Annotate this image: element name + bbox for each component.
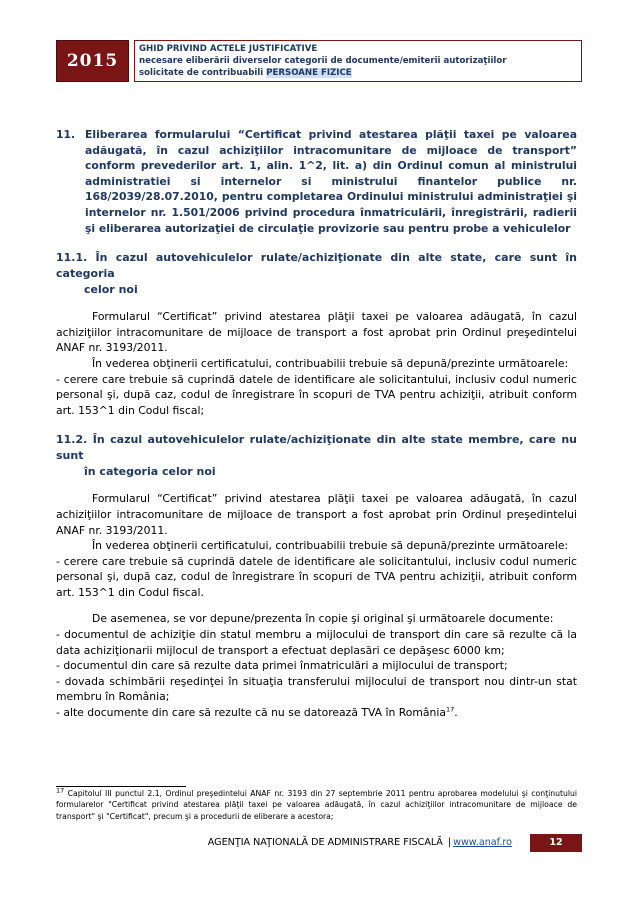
document-list-item-2: - documentul din care să rezulte data primei înmatriculări a mijlocului de transport; xyxy=(56,659,508,673)
section-11-1-title-a: 11.1. În cazul autovehiculelor rulate/achiziţionate din alte state, care sunt în categoria xyxy=(56,251,577,281)
header-title-box xyxy=(134,40,582,82)
footnote-text: Capitolul III punctul 2.1, Ordinul preşedintelui ANAF nr. 3193 din 27 septembrie 2011 pentru aprobarea modelului şi conţinutului formularelor "Certificat privind atestarea plăţii taxei pe valoarea adăugată, în cazul achiziţiilor intracomunitare de mijloace de transport" şi "Certificat", precum şi a procedurii de eliberare a acestora; xyxy=(56,789,577,821)
header-year: 2015 xyxy=(56,40,129,82)
document-list-item-4-end: . xyxy=(454,706,458,720)
document-list-item-3: - dovada schimbării reşedinţei în situaţia transferului mijlocului de transport nou dintr-un stat membru în România; xyxy=(56,674,577,704)
footer-url-link[interactable]: www.anaf.ro xyxy=(453,837,512,848)
page-footer xyxy=(56,834,582,852)
section-11-2-title-b: în categoria celor noi xyxy=(84,465,216,479)
footnote-divider xyxy=(56,786,186,787)
page-header xyxy=(56,40,582,82)
footnote-17 xyxy=(56,788,577,822)
document-list-item-4 xyxy=(56,705,577,721)
section-11-2-heading xyxy=(56,432,577,480)
section-11-number: 11. xyxy=(56,128,76,141)
footer-separator: | xyxy=(447,837,452,848)
footnote-reference-17[interactable]: 17 xyxy=(445,705,455,714)
footer-text xyxy=(208,834,512,852)
section-11-1-paragraph-1: Formularul “Certificat” privind atestarea plăţii taxei pe valoarea adăugată, în cazul achiziţiilor intracomunitare de mijloace de transport a fost aprobat prin Ordinul preşedintelui ANAF nr. 3193/2011. xyxy=(56,310,577,355)
section-11-1-paragraph-2: În vederea obţinerii certificatului, contribuabilii trebuie să depună/prezinte următoarele: xyxy=(92,356,569,370)
header-highlight-persoane-fizice: PERSOANE FIZICE xyxy=(266,68,352,78)
page-number: 12 xyxy=(530,834,582,852)
document-body xyxy=(56,127,577,721)
section-11-2-paragraph-1: Formularul “Certificat” privind atestarea plăţii taxei pe valoarea adăugată, în cazul achiziţiilor intracomunitare de mijloace de transport a fost aprobat prin Ordinul preşedintelui ANAF nr. 3193/2011. xyxy=(56,492,577,537)
section-11-1-title-b: celor noi xyxy=(84,283,138,297)
header-line-3 xyxy=(139,67,577,79)
document-list-item-1: - documentul de achiziţie din statul membru a mijlocului de transport din care să rezulte că la data achiziţionarii mijlocul de transport a efectuat deplasări ce depăşesc 6000 km; xyxy=(56,628,577,657)
section-11-2-paragraph-3: - cerere care trebuie să cuprindă datele de identificare ale solicitantului, inclusiv codul numeric personal şi, după caz, codul de înregistrare în scopuri de TVA pentru achiziţii, atribuit conform art. 153^1 din Codul fiscal. xyxy=(56,554,577,599)
document-list-item-4-text: - alte documente din care să rezulte că nu se datorează TVA în România xyxy=(56,706,446,720)
section-11-1-paragraph-3: - cerere care trebuie să cuprindă datele de identificare ale solicitantului, inclusiv codul numeric personal şi, după caz, codul de înregistrare în scopuri de TVA pentru achiziţii, atribuit conform art. 153^1 din Codul fiscal; xyxy=(56,372,577,417)
section-11-2-paragraph-4: De asemenea, se vor depune/prezenta în copie şi original şi următoarele documente: xyxy=(92,612,554,626)
footnote-number: 17 xyxy=(56,786,65,795)
section-11-title: Eliberarea formularului “Certificat privind atestarea plăţii taxei pe valoarea adăugată, în cazul achiziţiilor intracomunitare de mijloace de transport” conform prevederilor art. 1, alin. 1^2, lit. a) din Ordinul comun al ministrului administratiei si internelor si ministrului finantelor publice nr. 168/2039/28.07.2010, pentru completarea Ordinului ministrului administraţiei şi internelor nr. 1.501/2006 privind procedura înmatriculării, înregistrării, radierii şi eliberarea autorizaţiei de circulaţie provizorie sau pentru probe a vehiculelor xyxy=(85,128,577,235)
footer-agency: AGENŢIA NAŢIONALĂ DE ADMINISTRARE FISCALĂ xyxy=(207,837,443,848)
section-11-2-paragraph-2: În vederea obţinerii certificatului, contribuabilii trebuie să depună/prezinte următoarele: xyxy=(92,539,569,553)
header-line-2: necesare eliberării diverselor categorii de documente/emiterii autorizaţiilor xyxy=(139,56,507,66)
section-11-2-title-a: 11.2. În cazul autovehiculelor rulate/achiziţionate din alte state membre, care nu sunt xyxy=(56,433,577,463)
section-11-heading xyxy=(56,127,577,236)
header-line-3-prefix: solicitate de contribuabili xyxy=(139,68,267,78)
header-line-1: GHID PRIVIND ACTELE JUSTIFICATIVE xyxy=(139,44,318,54)
section-11-1-heading xyxy=(56,250,577,298)
